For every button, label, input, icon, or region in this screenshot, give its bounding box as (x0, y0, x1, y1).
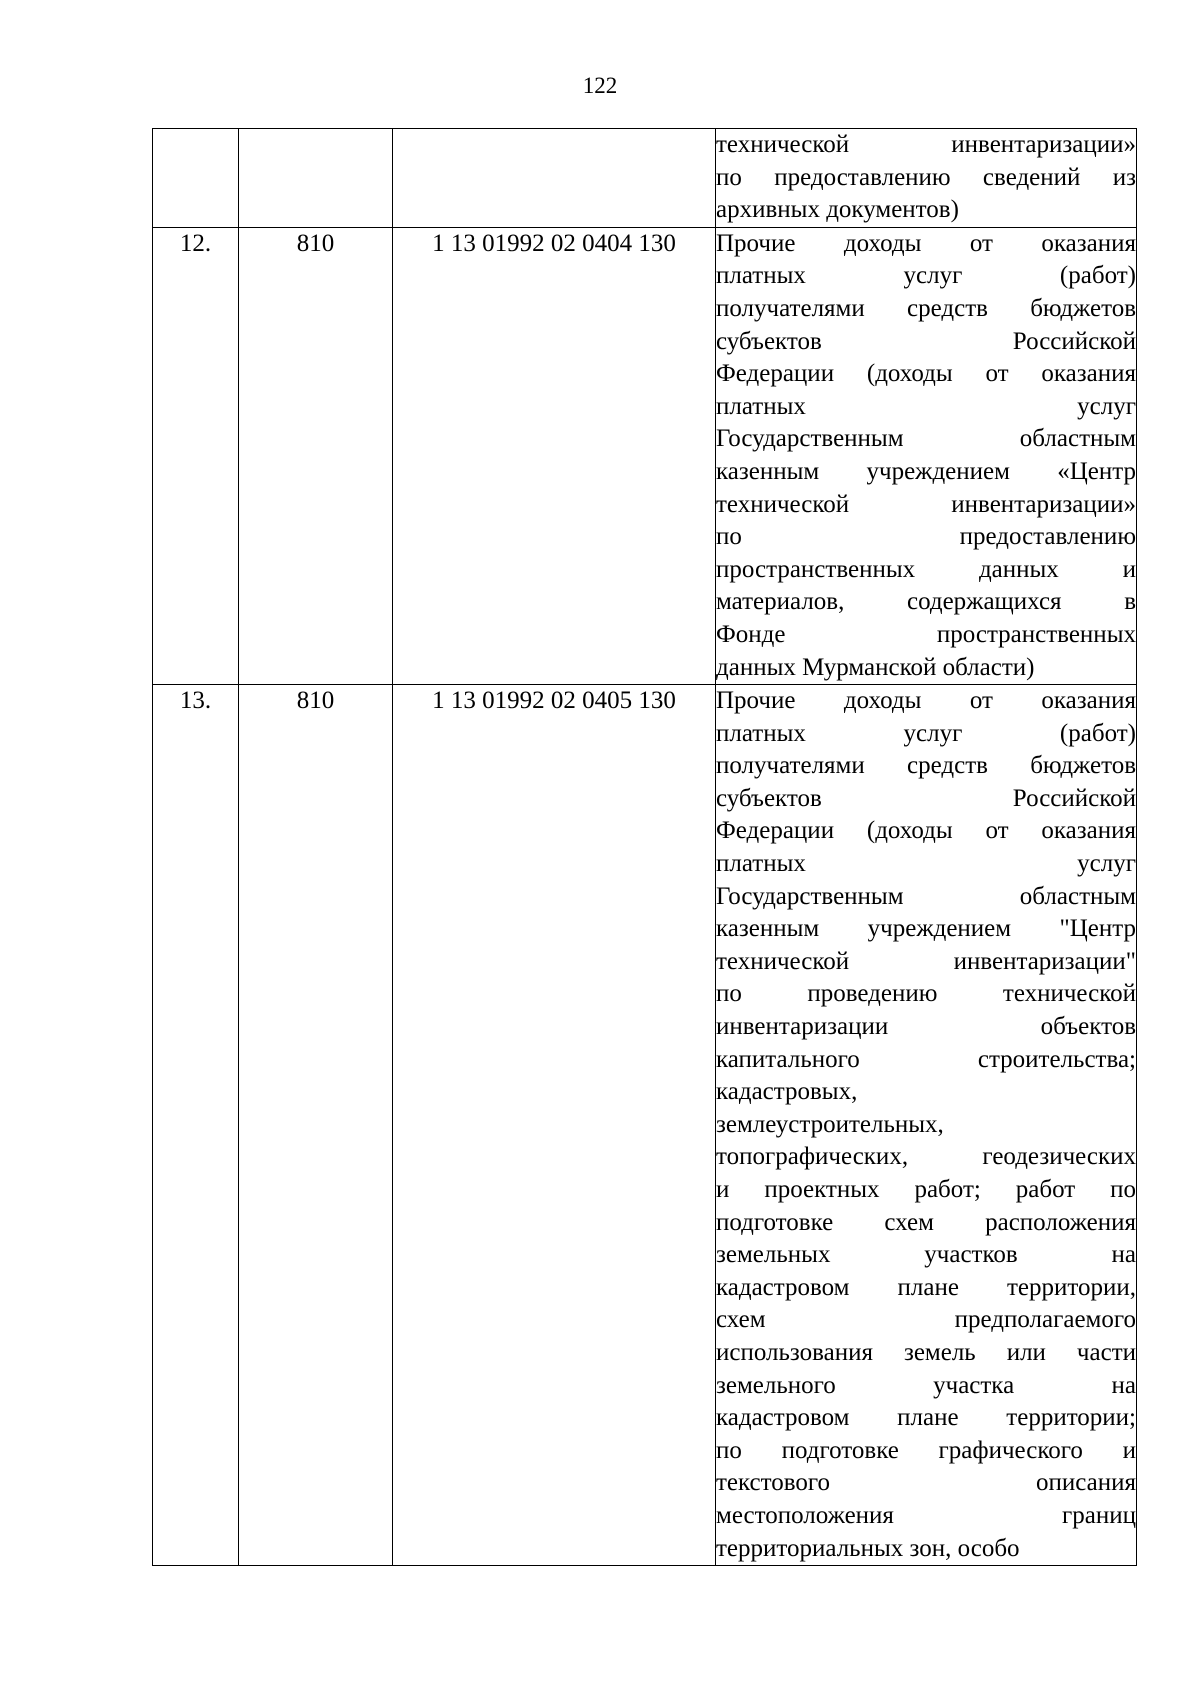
description-line: схем предполагаемого (716, 1306, 1136, 1334)
description-line: казенным учреждением «Центр (716, 457, 1136, 485)
description-line: технической инвентаризации» (716, 490, 1136, 518)
description-cell (716, 227, 1137, 684)
description-line: Фонде пространственных (716, 620, 1136, 648)
description-line: и проектных работ; работ по (716, 1176, 1136, 1203)
description-line: по проведению технической (716, 980, 1136, 1008)
description-line: платных услуг (716, 850, 1136, 878)
description-line: платных услуг (716, 392, 1136, 420)
description-line: архивных документов) (716, 196, 959, 224)
page-number: 122 (582, 73, 618, 98)
description-line: получателями средств бюджетов (716, 752, 1136, 780)
description-line: подготовке схем расположения (716, 1208, 1136, 1236)
description-line: инвентаризации объектов (716, 1013, 1136, 1041)
description-line: по предоставлению (716, 523, 1136, 551)
kbk-code-cell: 1 13 01992 02 0404 130 (393, 227, 716, 684)
table-row (153, 685, 1137, 1566)
description-line: кадастровых, (716, 1078, 858, 1106)
description-line: использования земель или части (716, 1338, 1136, 1366)
description-line: Прочие доходы от оказания (716, 687, 1136, 715)
kbk-code-cell: 1 13 01992 02 0405 130 (393, 685, 716, 1566)
description-line: Государственным областным (716, 425, 1136, 453)
description-line: территориальных зон, особо (716, 1534, 1020, 1562)
description-cell (716, 129, 1137, 228)
description-line: капитального строительства; (716, 1045, 1136, 1073)
admin-code-cell: 810 (239, 227, 393, 684)
description-line: казенным учреждением "Центр (716, 915, 1136, 943)
admin-code-cell (239, 129, 393, 228)
description-line: землеустроительных, (716, 1110, 944, 1138)
description-line: местоположения границ (716, 1501, 1136, 1529)
description-line: топографических, геодезических (716, 1143, 1136, 1171)
description-line: данных Мурманской области) (716, 653, 1035, 681)
description-line: Федерации (доходы от оказания (716, 360, 1136, 388)
description-line: земельных участков на (716, 1241, 1136, 1269)
description-line: технической инвентаризации" (716, 947, 1136, 975)
description-cell (716, 685, 1137, 1566)
description-line: субъектов Российской (716, 784, 1136, 812)
revenue-codes-table (152, 128, 1137, 1566)
description-line: пространственных данных и (716, 555, 1136, 583)
table-body (153, 129, 1137, 1566)
description-line: материалов, содержащихся в (716, 588, 1136, 616)
row-number-cell (153, 129, 239, 228)
row-number-cell: 13. (153, 685, 239, 1566)
description-line: кадастровом плане территории, (716, 1273, 1136, 1301)
description-line: по предоставлению сведений из (716, 163, 1136, 191)
admin-code-cell: 810 (239, 685, 393, 1566)
description-line: Государственным областным (716, 882, 1136, 910)
kbk-code-cell (393, 129, 716, 228)
description-line: получателями средств бюджетов (716, 294, 1136, 322)
description-line: платных услуг (работ) (716, 262, 1136, 290)
description-line: платных услуг (работ) (716, 719, 1136, 747)
table-row (153, 129, 1137, 228)
row-number-cell: 12. (153, 227, 239, 684)
table-row (153, 227, 1137, 684)
description-line: по подготовке графического и (716, 1436, 1136, 1464)
description-line: субъектов Российской (716, 327, 1136, 355)
description-line: технической инвентаризации» (716, 131, 1136, 158)
description-line: Федерации (доходы от оказания (716, 817, 1136, 845)
description-line: земельного участка на (716, 1371, 1136, 1399)
description-line: текстового описания (716, 1469, 1136, 1497)
description-line: Прочие доходы от оказания (716, 229, 1136, 257)
description-line: кадастровом плане территории; (716, 1404, 1136, 1432)
